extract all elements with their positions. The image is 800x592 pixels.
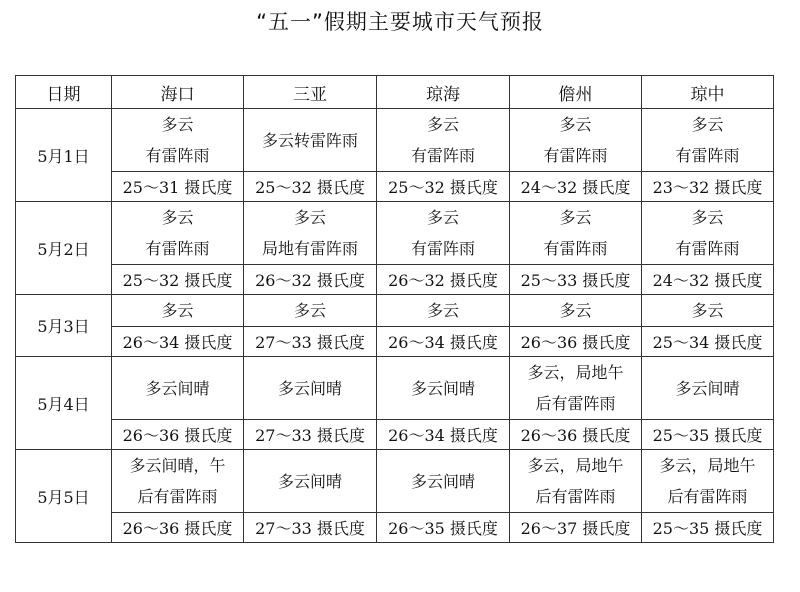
date-cell: 5月5日: [16, 450, 112, 543]
table-row: [16, 327, 774, 357]
temperature-cell: 25～33 摄氏度: [510, 265, 642, 295]
header-city: 琼海: [377, 76, 510, 109]
temperature-cell: 23～32 摄氏度: [642, 172, 774, 202]
weather-text: 多云: [293, 301, 326, 320]
weather-text: 多云间晴，午: [129, 456, 226, 475]
temperature-cell: 26～32 摄氏度: [377, 265, 510, 295]
date-cell: 5月4日: [16, 357, 112, 450]
temperature-cell: 26～37 摄氏度: [510, 513, 642, 543]
temperature-cell: 26～36 摄氏度: [112, 513, 244, 543]
weather-cell: [510, 295, 642, 327]
header-city: 琼中: [642, 76, 774, 109]
table-row: [16, 295, 774, 327]
weather-cell: [510, 202, 642, 265]
weather-text: 有雷阵雨: [675, 146, 740, 165]
weather-text: 后有雷阵雨: [667, 487, 748, 506]
weather-text: 后有雷阵雨: [137, 487, 218, 506]
weather-cell: [377, 295, 510, 327]
weather-cell: [244, 202, 377, 265]
weather-cell: [377, 357, 510, 420]
temperature-cell: 26～34 摄氏度: [377, 420, 510, 450]
weather-cell: [642, 357, 774, 420]
weather-cell: [112, 357, 244, 420]
temperature-cell: 26～32 摄氏度: [244, 265, 377, 295]
temperature-cell: 26～36 摄氏度: [510, 420, 642, 450]
table-row: [16, 202, 774, 265]
temperature-cell: 25～35 摄氏度: [642, 420, 774, 450]
weather-cell: [642, 202, 774, 265]
weather-text: 多云间晴: [675, 378, 740, 398]
weather-cell: [112, 295, 244, 327]
weather-cell: [642, 109, 774, 172]
weather-text: 多云: [691, 115, 724, 134]
temperature-cell: 26～36 摄氏度: [510, 327, 642, 357]
weather-cell: [510, 450, 642, 513]
page-title: “五一”假期主要城市天气预报: [256, 10, 544, 34]
weather-cell: [244, 109, 377, 172]
weather-cell: [510, 109, 642, 172]
temperature-cell: 26～34 摄氏度: [377, 327, 510, 357]
weather-text: 多云间晴: [145, 378, 210, 398]
temperature-cell: 25～35 摄氏度: [642, 513, 774, 543]
header-date: 日期: [16, 76, 112, 109]
table-header-row: [16, 76, 774, 109]
weather-text: 多云: [559, 208, 592, 227]
temperature-cell: 24～32 摄氏度: [510, 172, 642, 202]
temperature-cell: 25～34 摄氏度: [642, 327, 774, 357]
table-row: [16, 265, 774, 295]
weather-text: 有雷阵雨: [145, 146, 210, 165]
weather-cell: [377, 109, 510, 172]
temperature-cell: 26～35 摄氏度: [377, 513, 510, 543]
table-row: [16, 450, 774, 513]
weather-text: 多云，局地午: [527, 456, 624, 475]
weather-text: 多云: [559, 115, 592, 134]
table-row: [16, 109, 774, 172]
weather-cell: [510, 357, 642, 420]
weather-cell: [642, 295, 774, 327]
table-row: [16, 513, 774, 543]
weather-text: 后有雷阵雨: [535, 487, 616, 506]
weather-text: 多云: [161, 115, 194, 134]
temperature-cell: 25～32 摄氏度: [244, 172, 377, 202]
table-row: [16, 172, 774, 202]
weather-cell: [244, 357, 377, 420]
date-cell: 5月2日: [16, 202, 112, 295]
date-cell: 5月3日: [16, 295, 112, 357]
weather-cell: [377, 450, 510, 513]
weather-text: 多云: [426, 115, 459, 134]
weather-cell: [112, 450, 244, 513]
weather-text: 多云转雷阵雨: [261, 130, 358, 150]
weather-text: 有雷阵雨: [410, 239, 475, 258]
temperature-cell: 27～33 摄氏度: [244, 327, 377, 357]
table-row: [16, 420, 774, 450]
weather-text: 有雷阵雨: [543, 239, 608, 258]
weather-text: 有雷阵雨: [675, 239, 740, 258]
weather-text: 多云，局地午: [527, 363, 624, 382]
weather-cell: [244, 450, 377, 513]
temperature-cell: 27～33 摄氏度: [244, 513, 377, 543]
temperature-cell: 26～36 摄氏度: [112, 420, 244, 450]
weather-text: 多云间晴: [277, 471, 342, 491]
weather-text: 多云间晴: [410, 378, 475, 398]
table-row: [16, 357, 774, 420]
weather-text: 局地有雷阵雨: [261, 239, 358, 258]
table-body: [16, 109, 774, 543]
temperature-cell: 27～33 摄氏度: [244, 420, 377, 450]
weather-text: 多云，局地午: [659, 456, 756, 475]
forecast-table: [15, 75, 774, 543]
weather-text: 多云: [426, 301, 459, 320]
weather-text: 多云: [293, 208, 326, 227]
temperature-cell: 26～34 摄氏度: [112, 327, 244, 357]
weather-cell: [377, 202, 510, 265]
weather-cell: [112, 202, 244, 265]
weather-text: 多云: [691, 301, 724, 320]
header-city: 儋州: [510, 76, 642, 109]
weather-text: 有雷阵雨: [145, 239, 210, 258]
weather-cell: [642, 450, 774, 513]
weather-text: 多云: [426, 208, 459, 227]
header-city: 海口: [112, 76, 244, 109]
temperature-cell: 25～32 摄氏度: [112, 265, 244, 295]
weather-text: 多云: [161, 301, 194, 320]
temperature-cell: 25～32 摄氏度: [377, 172, 510, 202]
weather-text: 多云: [161, 208, 194, 227]
weather-text: 后有雷阵雨: [535, 394, 616, 413]
temperature-cell: 24～32 摄氏度: [642, 265, 774, 295]
temperature-cell: 25～31 摄氏度: [112, 172, 244, 202]
weather-text: 有雷阵雨: [410, 146, 475, 165]
date-cell: 5月1日: [16, 109, 112, 202]
weather-text: 有雷阵雨: [543, 146, 608, 165]
weather-cell: [244, 295, 377, 327]
weather-text: 多云间晴: [277, 378, 342, 398]
weather-text: 多云: [559, 301, 592, 320]
weather-cell: [112, 109, 244, 172]
weather-text: 多云: [691, 208, 724, 227]
header-city: 三亚: [244, 76, 377, 109]
weather-text: 多云间晴: [410, 471, 475, 491]
